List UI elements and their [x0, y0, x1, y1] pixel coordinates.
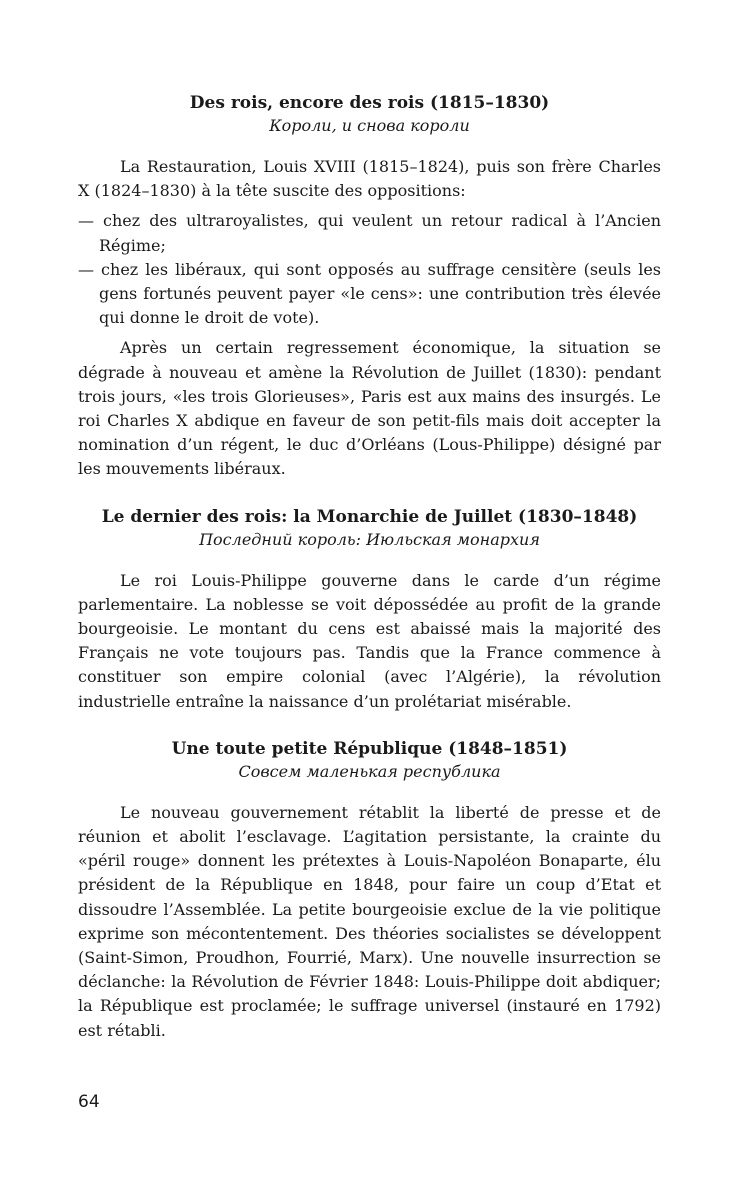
section-subtitle-monarchie-juillet: Последний король: Июльская монархия	[199, 529, 540, 549]
section-subtitle-restauration: Короли, и снова короли	[269, 116, 470, 135]
paragraph-revolution-juillet: Après un certain regressement économique, la situation se dégrade à nouveau et amène la Révolution de Juillet (1830): pendant trois jours, «les trois Glorieuses», Paris est aux mains des insurgés. Le roi Charles X abdique en faveur de son petit-fils mais doit accepter la nomination d’un régent, le duc d’Orléans (Lous-Philippe) désigné par les mouvements libéraux.	[78, 338, 661, 479]
paragraph-louis-philippe: Le roi Louis-Philippe gouverne dans le carde d’un régime parlementaire. La noblesse se voit dépossédée au profit de la grande bourgeoisie. Le montant du cens est abaissé mais la majorité des Français ne vote toujours pas. Tandis que la France commence à constituer son empire colonial (avec l’Algérie), la révolution industrielle entraîne la naissance d’un prolétariat misérable.	[78, 570, 661, 711]
list-item-liberaux: — chez les libéraux, qui sont opposés au suffrage censitère (seuls les gens fortunés peuvent payer «le cens»: une contribution très élevée qui donne le droit de vote).	[78, 259, 661, 328]
section-title-restauration: Des rois, encore des rois (1815–1830)	[189, 93, 550, 113]
paragraph-restauration-intro: La Restauration, Louis XVIII (1815–1824), puis son frère Charles X (1824–1830) à la tête suscite des oppositions:	[78, 157, 661, 201]
section-title-monarchie-juillet: Le dernier des rois: la Monarchie de Juillet (1830–1848)	[101, 506, 638, 527]
list-item-ultraroyalistes: — chez des ultraroyalistes, qui veulent un retour radical à l’Ancien Régime;	[78, 211, 661, 255]
page-number: 64	[78, 1092, 100, 1112]
section-title-republique: Une toute petite République (1848–1851)	[171, 738, 568, 759]
section-subtitle-republique: Совсем маленькая республика	[238, 761, 501, 781]
page-body	[78, 92, 661, 1043]
paragraph-republique: Le nouveau gouvernement rétablit la liberté de presse et de réunion et abolit l’esclavage. L’agitation persistante, la crainte du «péril rouge» donnent les prétextes à Louis-Napoléon Bonaparte, élu président de la République en 1848, pour faire un coup d’Etat et dissoudre l’Assemblée. La petite bourgeoisie exclue de la vie politique exprime son mécontentement. Des théories socialistes se développent (Saint-Simon, Proudhon, Fourrié, Marx). Une nouvelle insurrection se déclanche: la Révolution de Février 1848: Louis-Philippe doit abdiquer; la République est proclamée; le suffrage universel (instauré en 1792) est rétabli.	[78, 802, 661, 1040]
